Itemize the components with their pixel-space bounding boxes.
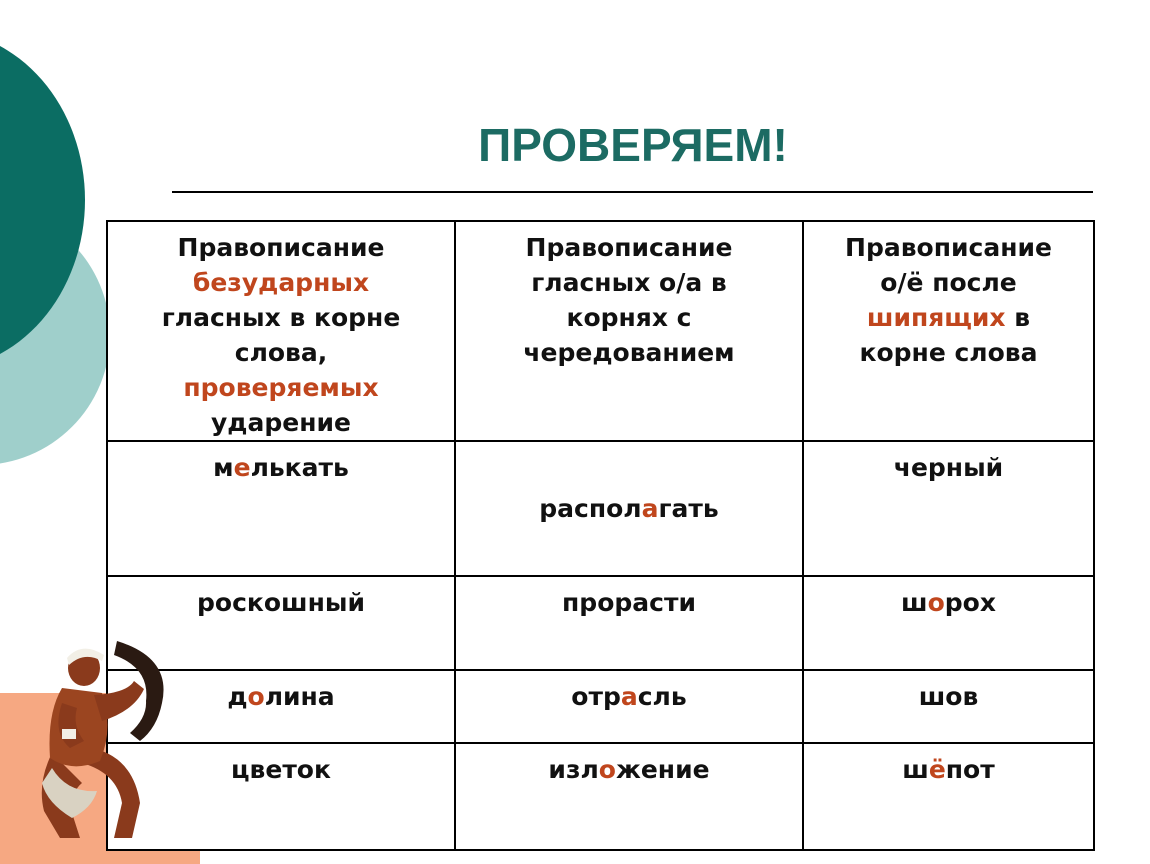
h1-line5: проверяемых xyxy=(183,373,379,402)
h2-line4: чередованием xyxy=(523,338,735,367)
tribesman-illustration xyxy=(22,633,187,848)
cell-r4-c1: цветок xyxy=(107,743,455,850)
cell-r1-c1: мелькать xyxy=(107,441,455,576)
cell-r2-c2: прорасти xyxy=(455,576,803,670)
armband xyxy=(62,729,76,739)
table-row xyxy=(107,441,1094,576)
h1-line4: слова, xyxy=(234,338,328,367)
table-row xyxy=(107,670,1094,743)
cell-r4-c3: шёпот xyxy=(803,743,1094,850)
h3-line1: Правописание xyxy=(845,233,1052,262)
cell-r1-c3: черный xyxy=(803,441,1094,576)
title-underline xyxy=(172,191,1093,193)
cell-r2-c3: шорох xyxy=(803,576,1094,670)
cell-r4-c2: изложение xyxy=(455,743,803,850)
table-row xyxy=(107,576,1094,670)
h3-line2: о/ё после xyxy=(880,268,1017,297)
slide-title: ПРОВЕРЯЕМ! xyxy=(478,119,788,171)
table-row xyxy=(107,743,1094,850)
h2-line2: гласных о/а в xyxy=(531,268,727,297)
h3-line3-red: шипящих xyxy=(866,303,1006,332)
cell-r3-c3: шов xyxy=(803,670,1094,743)
h1-line1: Правописание xyxy=(177,233,385,262)
h1-line6: ударение xyxy=(211,408,351,437)
h3-line3-tail: в xyxy=(1005,303,1031,332)
cell-r3-c1: долина xyxy=(107,670,455,743)
header-cell-3 xyxy=(803,221,1094,441)
spelling-table xyxy=(106,220,1095,851)
cell-r2-c1: роскошный xyxy=(107,576,455,670)
h3-line3 xyxy=(814,300,1083,335)
h3-line4: корне слова xyxy=(859,338,1038,367)
cell-r1-c2: располагать xyxy=(455,441,803,576)
cell-r3-c2: отрасль xyxy=(455,670,803,743)
h2-line3: корнях с xyxy=(566,303,692,332)
header-row xyxy=(107,221,1094,441)
header-cell-1 xyxy=(107,221,455,441)
h1-line2: безударных xyxy=(192,268,370,297)
arm-upper xyxy=(94,681,144,721)
h1-line3: гласных в корне xyxy=(161,303,401,332)
header-cell-2 xyxy=(455,221,803,441)
h2-line1: Правописание xyxy=(525,233,733,262)
